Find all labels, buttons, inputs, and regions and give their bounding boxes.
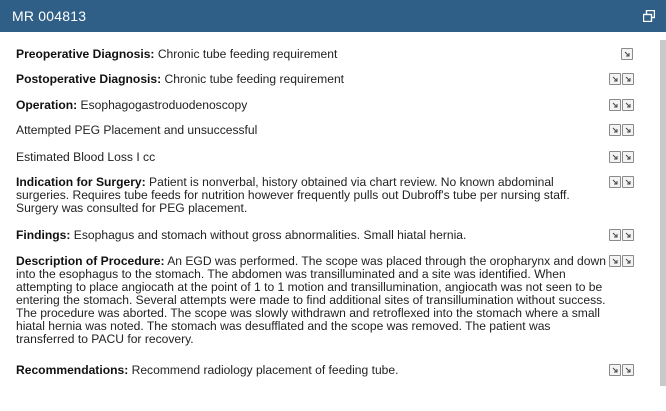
select-text-icon[interactable] — [621, 48, 633, 60]
postoperative-controls — [609, 73, 635, 85]
findings-label: Findings: — [16, 228, 71, 242]
procedure-controls — [609, 255, 635, 267]
findings — [16, 229, 606, 242]
indication-for-surgery — [16, 176, 606, 215]
select-text-icon[interactable] — [609, 73, 621, 85]
select-text-icon[interactable] — [622, 176, 634, 188]
indication-controls — [609, 176, 635, 188]
select-text-icon[interactable] — [622, 124, 634, 136]
record-header — [0, 0, 666, 32]
select-text-icon[interactable] — [622, 73, 634, 85]
select-text-icon[interactable] — [622, 255, 634, 267]
recommendations-label: Recommendations: — [16, 363, 129, 377]
attempted-controls — [609, 124, 635, 136]
operation-controls — [609, 99, 635, 111]
attempted-peg — [16, 124, 606, 137]
preoperative-diagnosis-value: Chronic tube feeding requirement — [154, 47, 338, 61]
postoperative-diagnosis — [16, 73, 606, 86]
recommendations-value: Recommend radiology placement of feeding tube. — [128, 363, 399, 377]
vertical-scrollbar[interactable] — [660, 40, 666, 386]
description-of-procedure — [16, 255, 606, 346]
attempted-peg-text: Attempted PEG Placement and unsuccessful — [16, 123, 258, 137]
recommendations-controls — [609, 364, 635, 376]
postoperative-diagnosis-label: Postoperative Diagnosis: — [16, 72, 162, 86]
preoperative-diagnosis — [16, 48, 606, 61]
select-text-icon[interactable] — [609, 255, 621, 267]
select-text-icon[interactable] — [622, 364, 634, 376]
findings-value: Esophagus and stomach without gross abnormalities. Small hiatal hernia. — [70, 228, 467, 242]
select-text-icon[interactable] — [622, 229, 634, 241]
operation-label: Operation: — [16, 98, 78, 112]
operation — [16, 99, 606, 112]
select-text-icon[interactable] — [609, 151, 621, 163]
procedure-label: Description of Procedure: — [16, 254, 165, 268]
select-text-icon[interactable] — [609, 176, 621, 188]
indication-label: Indication for Surgery: — [16, 175, 146, 189]
estimated-blood-loss — [16, 151, 606, 164]
preoperative-diagnosis-label: Preoperative Diagnosis: — [16, 47, 155, 61]
record-title: MR 004813 — [12, 8, 87, 24]
select-text-icon[interactable] — [609, 364, 621, 376]
indication-value: Patient is nonverbal, history obtained via chart review. No known abdominal surgeries. Requires tube feeds for nutrition however frequently pulls out Dubroff's tube per nursing staff. Surgery was consulted for PEG placement. — [16, 175, 570, 215]
select-text-icon[interactable] — [609, 124, 621, 136]
select-text-icon[interactable] — [622, 151, 634, 163]
estimated-blood-loss-text: Estimated Blood Loss I cc — [16, 150, 156, 164]
preoperative-controls — [621, 48, 647, 60]
procedure-value: An EGD was performed. The scope was placed through the oropharynx and down into the esophagus to the stomach. The abdomen was transilluminated and a site was identified. When attempting to place angiocath at the point of 1 to 1 motion and transillumination, angiocath was not seen to be entering the stomach. Several attempts were made to find additional sites of transillumination without success. The procedure was aborted. The scope was slowly withdrawn and retroflexed into the stomach where a small hiatal hernia was noted. The stomach was desufflated and the scope was removed. The patient was transferred to PACU for recovery. — [16, 254, 606, 346]
recommendations — [16, 364, 606, 377]
select-text-icon[interactable] — [622, 99, 634, 111]
operation-value: Esophagogastroduodenoscopy — [77, 98, 248, 112]
findings-controls — [609, 229, 635, 241]
record-content — [0, 32, 666, 411]
postoperative-diagnosis-value: Chronic tube feeding requirement — [161, 72, 345, 86]
select-text-icon[interactable] — [609, 229, 621, 241]
select-text-icon[interactable] — [609, 99, 621, 111]
expand-window-icon[interactable] — [643, 9, 655, 21]
blood-loss-controls — [609, 151, 635, 163]
